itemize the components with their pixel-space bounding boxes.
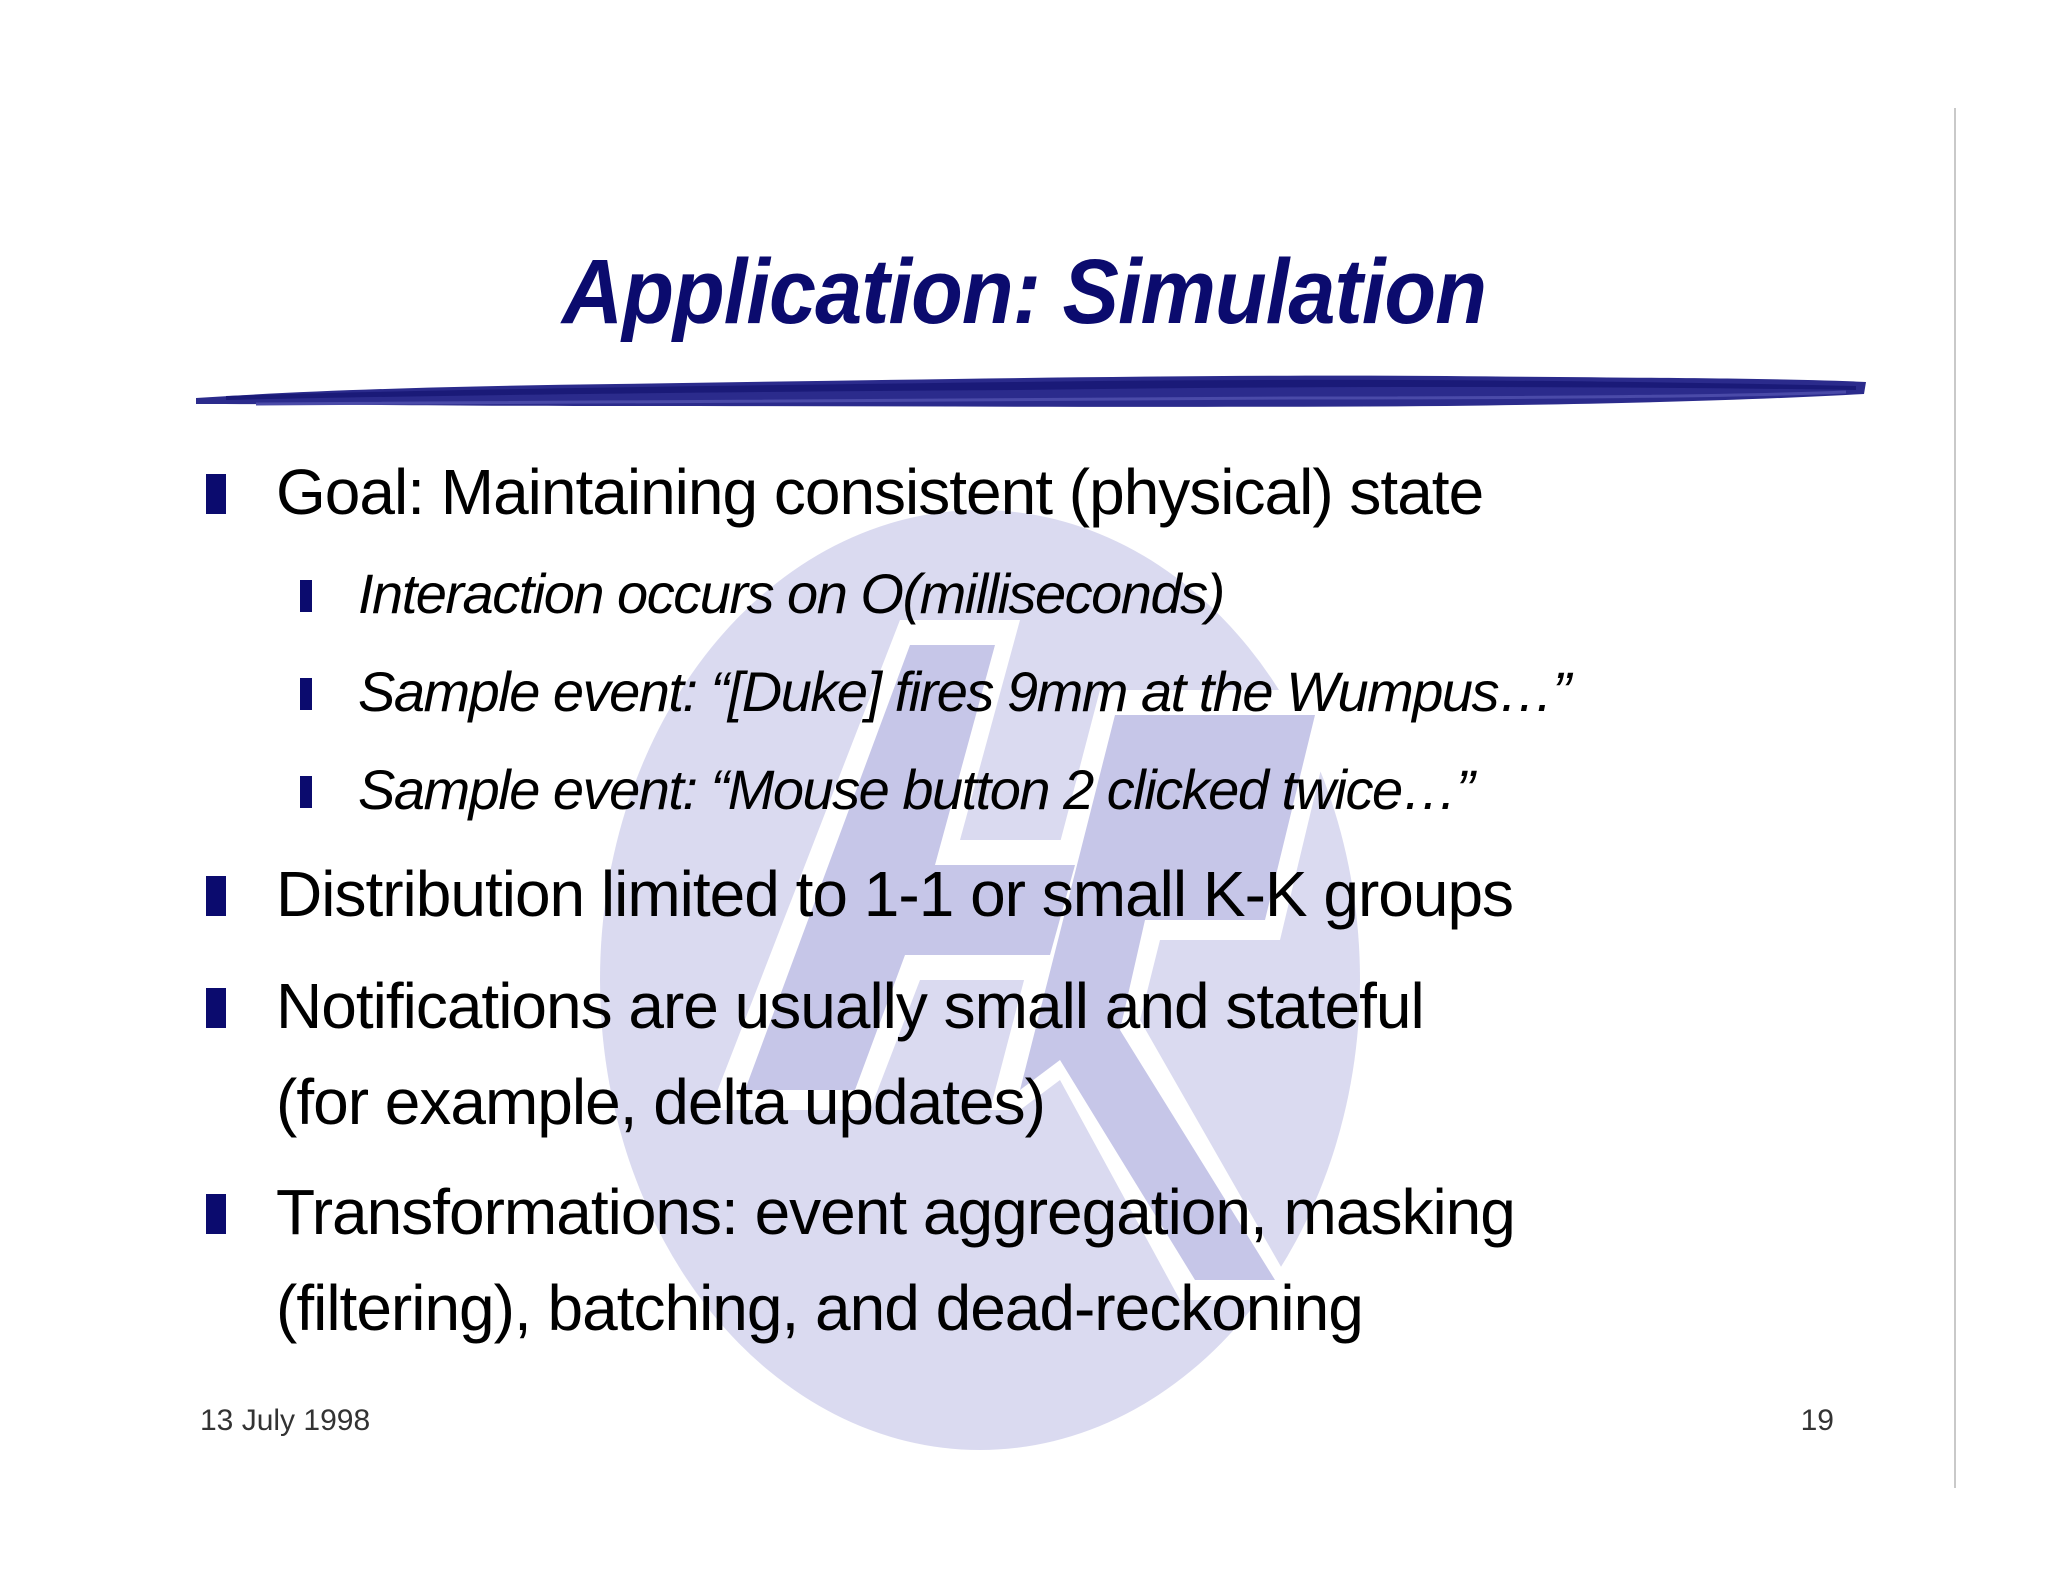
square-bullet-icon	[206, 988, 226, 1028]
square-bullet-icon	[206, 1194, 226, 1234]
square-bullet-small-icon	[300, 678, 312, 710]
footer-date: 13 July 1998	[200, 1404, 371, 1437]
square-bullet-icon	[206, 876, 226, 916]
subbullet-sample-event-2: Sample event: “Mouse button 2 clicked twice…”	[358, 758, 1474, 821]
bullet-distribution: Distribution limited to 1-1 or small K-K groups	[276, 858, 1514, 930]
bullet-goal: Goal: Maintaining consistent (physical) state	[276, 456, 1484, 528]
page-number: 19	[1800, 1404, 1834, 1437]
bullet-transformations-line2: (filtering), batching, and dead-reckoning	[276, 1272, 1363, 1344]
subbullet-interaction: Interaction occurs on O(milliseconds)	[358, 562, 1224, 625]
square-bullet-icon	[206, 474, 226, 514]
subbullet-sample-event-1: Sample event: “[Duke] fires 9mm at the Wumpus…”	[358, 660, 1570, 723]
bullet-notifications-line1: Notifications are usually small and stateful	[276, 970, 1424, 1042]
slide-title: Application: Simulation	[562, 241, 1486, 343]
square-bullet-small-icon	[300, 580, 312, 612]
square-bullet-small-icon	[300, 776, 312, 808]
bullet-notifications-line2: (for example, delta updates)	[276, 1066, 1045, 1138]
bullet-transformations-line1: Transformations: event aggregation, masking	[276, 1176, 1515, 1248]
